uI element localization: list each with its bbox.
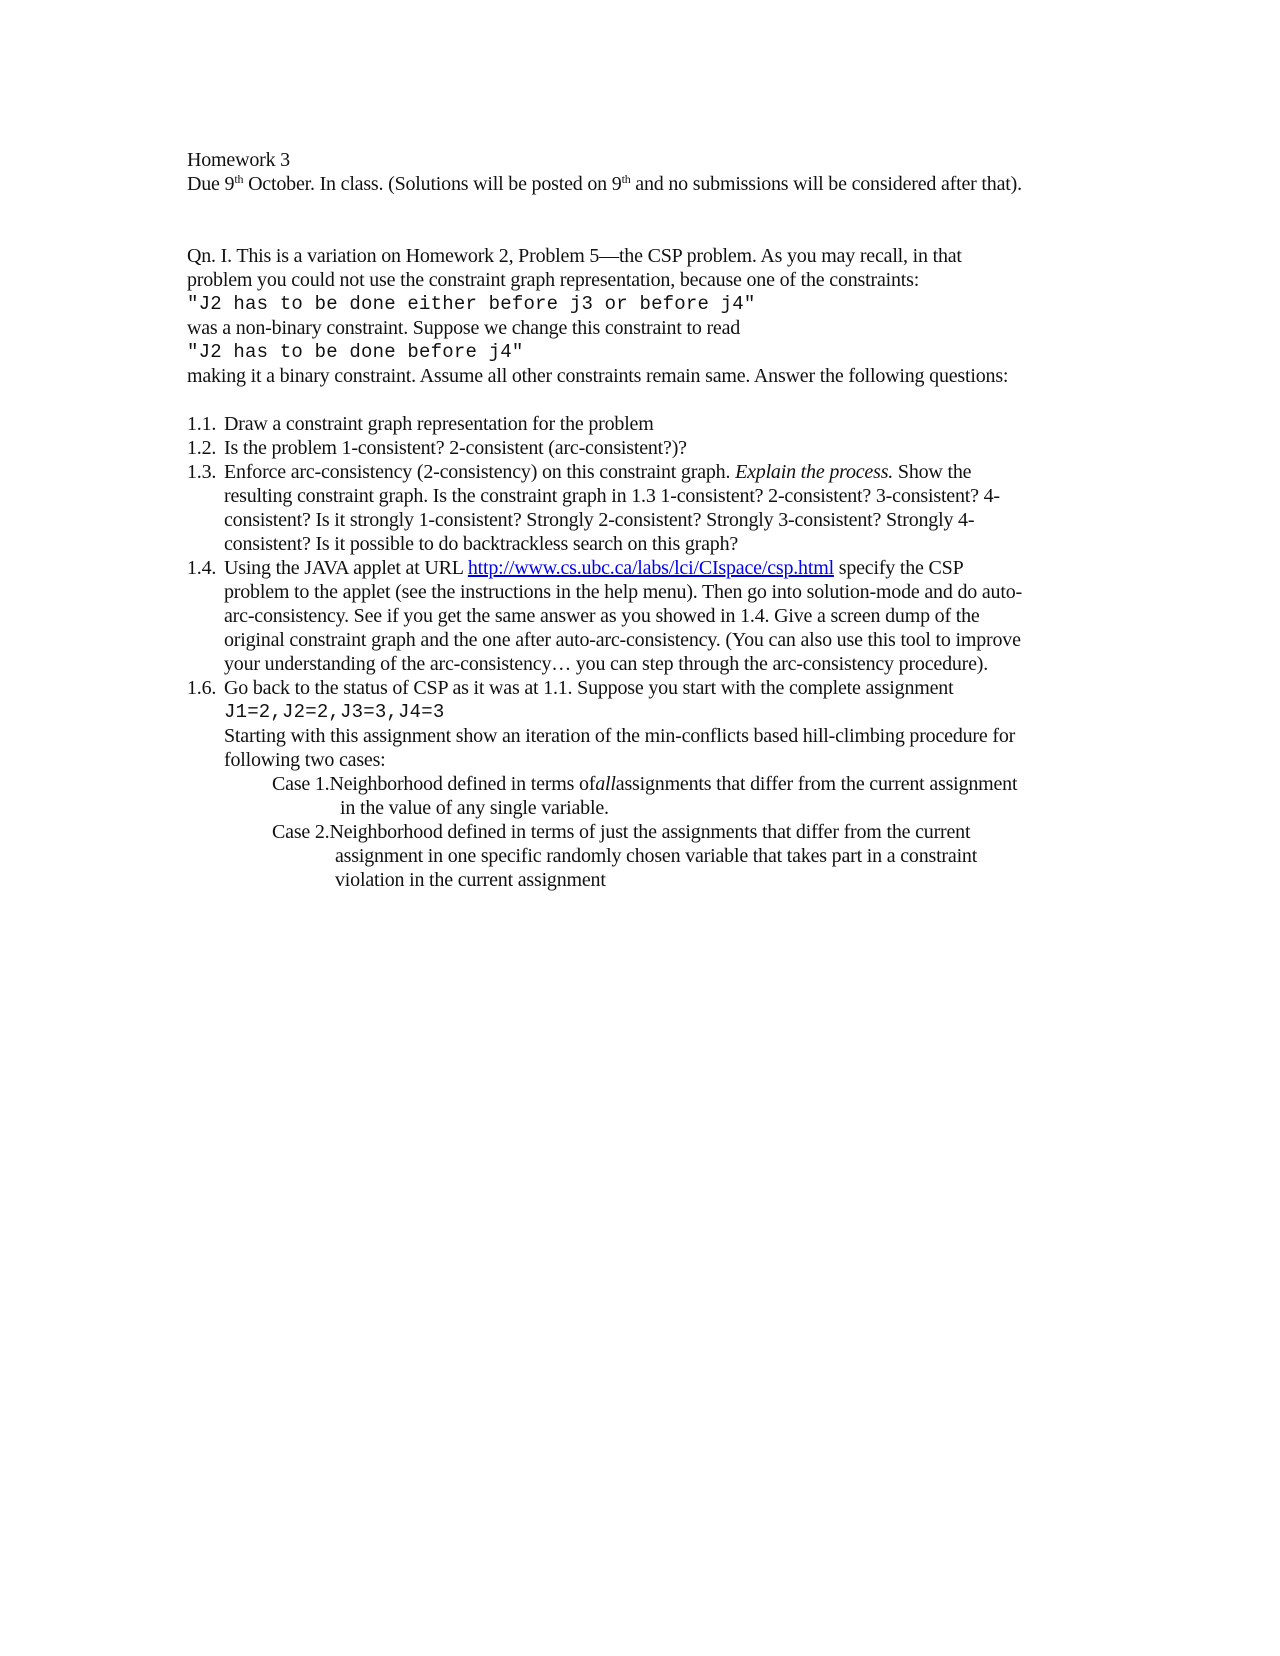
due-suffix: and no submissions will be considered after that). bbox=[630, 173, 1022, 195]
intro-line-2: problem you could not use the constraint graph representation, because one of the constraints: bbox=[187, 269, 920, 291]
intro-line-3: was a non-binary constraint. Suppose we change this constraint to read bbox=[187, 317, 741, 339]
due-prefix: Due 9 bbox=[187, 173, 235, 195]
case-2-line-2: assignment in one specific randomly chosen variable that takes part in a constraint bbox=[335, 845, 978, 867]
question-text-post: specify the CSP bbox=[833, 557, 964, 579]
question-1-4 bbox=[187, 556, 1107, 676]
question-text-pre: Enforce arc-consistency (2-consistency) on this constraint graph. bbox=[224, 461, 736, 483]
emphasis-text: all bbox=[595, 773, 616, 795]
question-1-2 bbox=[187, 436, 1107, 460]
csp-applet-link[interactable]: http://www.cs.ubc.ca/labs/lci/CIspace/csp.html bbox=[467, 557, 834, 579]
question-text-line-1 bbox=[224, 556, 1107, 580]
question-text-line-2: problem to the applet (see the instructions in the help menu). Then go into solution-mode and do auto- bbox=[224, 581, 1022, 603]
case-1 bbox=[187, 772, 1107, 820]
question-text-line-4: consistent? Is it possible to do backtrackless search on this graph? bbox=[224, 533, 739, 555]
question-text: Is the problem 1-consistent? 2-consistent (arc-consistent?)? bbox=[224, 437, 687, 459]
question-number: 1.4. bbox=[187, 557, 217, 579]
new-constraint-code: "J2 has to be done before j4" bbox=[187, 341, 524, 363]
question-text-line-1 bbox=[224, 460, 1107, 484]
initial-assignment-code: J1=2,J2=2,J3=3,J4=3 bbox=[224, 701, 445, 723]
case-2-line-3: violation in the current assignment bbox=[335, 869, 606, 891]
question-text-line-3: consistent? Is it strongly 1-consistent? Strongly 2-consistent? Strongly 3-consistent? Strongly 4- bbox=[224, 509, 975, 531]
question-number: 1.1. bbox=[187, 413, 217, 435]
question-1-1 bbox=[187, 412, 1107, 436]
question-1-6 bbox=[187, 676, 1107, 772]
due-middle: October. In class. (Solutions will be posted on 9 bbox=[243, 173, 622, 195]
question-text-line-3: arc-consistency. See if you get the same answer as you showed in 1.4. Give a screen dump of the bbox=[224, 605, 980, 627]
case-1-line-1 bbox=[187, 772, 1107, 796]
question-text-line-2: Starting with this assignment show an iteration of the min-conflicts based hill-climbing procedure for bbox=[224, 725, 1016, 747]
question-1-3 bbox=[187, 460, 1107, 556]
case-text: Neighborhood defined in terms of just the assignments that differ from the current bbox=[329, 821, 971, 843]
document-page bbox=[187, 148, 1107, 892]
question-number: 1.6. bbox=[187, 677, 217, 699]
question-text-line-2: resulting constraint graph. Is the constraint graph in 1.3 1-consistent? 2-consistent? 3-consistent? 4- bbox=[224, 485, 1000, 507]
original-constraint-code: "J2 has to be done either before j3 or before j4" bbox=[187, 293, 756, 315]
due-superscript-2: th bbox=[621, 172, 631, 186]
case-2-line-1 bbox=[187, 820, 1107, 844]
question-text-pre: Using the JAVA applet at URL bbox=[224, 557, 468, 579]
case-label: Case 1. bbox=[272, 773, 330, 795]
case-text-pre: Neighborhood defined in terms of bbox=[329, 773, 596, 795]
case-2 bbox=[187, 820, 1107, 892]
question-text-line-4: original constraint graph and the one after auto-arc-consistency. (You can also use this tool to improve bbox=[224, 629, 1021, 651]
question-text-line-1: Go back to the status of CSP as it was at 1.1. Suppose you start with the complete assignment bbox=[224, 677, 954, 699]
question-text-line-3: following two cases: bbox=[224, 749, 386, 771]
due-superscript-1: th bbox=[234, 172, 244, 186]
case-1-line-2: in the value of any single variable. bbox=[340, 797, 609, 819]
intro-line-1: Qn. I. This is a variation on Homework 2, Problem 5—the CSP problem. As you may recall, in that bbox=[187, 245, 962, 267]
case-text-post: assignments that differ from the current assignment bbox=[615, 773, 1018, 795]
emphasis-text: Explain the process. bbox=[735, 461, 894, 483]
question-text-line-5: your understanding of the arc-consistency… you can step through the arc-consistency procedure). bbox=[224, 653, 989, 675]
intro-line-4: making it a binary constraint. Assume all other constraints remain same. Answer the following questions: bbox=[187, 365, 1009, 387]
homework-title: Homework 3 bbox=[187, 149, 290, 171]
case-label: Case 2. bbox=[272, 821, 330, 843]
question-text-post: Show the bbox=[893, 461, 972, 483]
question-number: 1.2. bbox=[187, 437, 217, 459]
question-number: 1.3. bbox=[187, 461, 217, 483]
question-text: Draw a constraint graph representation for the problem bbox=[224, 413, 654, 435]
due-date-line bbox=[187, 172, 1107, 196]
